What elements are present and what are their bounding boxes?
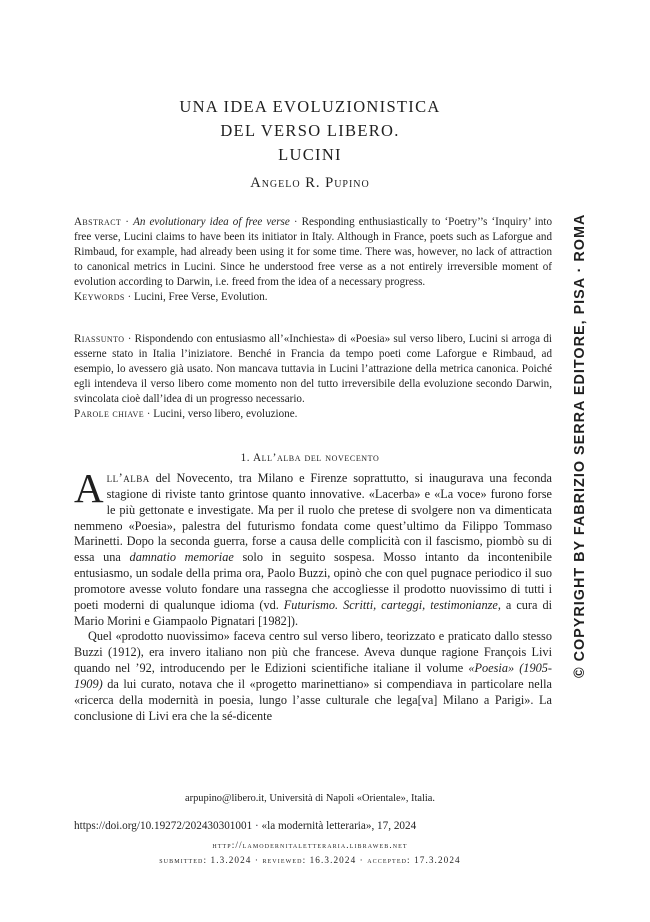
abstract-title: An evolutionary idea of free verse (133, 216, 290, 228)
riassunto-label: Riassunto (74, 333, 125, 345)
lead-in: ll’alba (106, 471, 150, 485)
title-line-3: LUCINI (278, 145, 342, 164)
abstract-label: Abstract (74, 216, 122, 228)
p1-text-3: , a cura di Mario Morini e Giampaolo Pignatari [1982]). (74, 597, 553, 628)
p2-text-1: Quel «prodotto nuovissimo» faceva centro sul verso libero, teorizzato e praticato dallo stesso Buzzi (1912), era invero italiano non più che francese. Aveva dunque ragione François Livi quando nel ’92, introducendo per le Edizioni scientifiche italiane il volume (74, 629, 552, 676)
riassunto-text (74, 332, 552, 407)
submission-dates: submitted: 1.3.2024 · reviewed: 16.3.2024 · accepted: 17.3.2024 (159, 855, 461, 865)
title-line-1: UNA IDEA EVOLUZIONISTICA (179, 97, 441, 116)
article-title (0, 95, 620, 167)
p1-italic-1: damnatio memoriae (129, 550, 234, 565)
riassunto (74, 332, 552, 422)
title-line-2: DEL VERSO LIBERO. (220, 121, 400, 140)
body-text (74, 465, 553, 725)
p1-text-2: solo in seguito sospesa. Mosso intanto da incontenibile entusiasmo, un sodale della prima ora, Paolo Buzzi, opinò che con quel pugnace periodico il suo promotore avesse voluto fondare una rassegna che accogliesse il prodotto nuovissimo di tutti i poeti moderni di qualunque idioma (vd. (74, 550, 552, 612)
p2-italic: «Poesia» (1905-1909) (74, 661, 552, 691)
doi-line[interactable]: https://doi.org/10.19272/202430301001 · «la modernità letteraria», 17, 2024 (74, 820, 417, 832)
journal-url[interactable]: http://lamodernitaletteraria.libraweb.net (212, 840, 408, 850)
riassunto-body: · Rispondendo con entusiasmo all’«Inchiesta» di «Poesia» sul verso libero, Lucini si arroga di esserne stato in Italia l’iniziatore. Benché in Francia da tempo poeti come Laforgue e Rimbaud, ad esempio, lo avessero già usato. Non mancava tuttavia in Lucini l’attrazione della metrica canonica. Poiché egli intendeva il verso libero come momento non del tutto irreversibile della evoluzione secondo Darwin, svincolata cioè dall’idea di un progresso necessario. (74, 333, 552, 405)
keywords-line (74, 290, 552, 305)
p2-text-2: da lui curato, notava che il «progetto marinettiano» si compendiava in particolare nella «ricerca della modernità in poesia, lungo l’asse culturale che lega[va] Milano a Parigi». La conclusione di Livi era che la sé-dicente (74, 676, 552, 723)
abstract (74, 215, 552, 305)
copyright-notice: © COPYRIGHT BY FABRIZIO SERRA EDITORE, PISA · ROMA (572, 213, 588, 678)
p1-text-1: del Novecento, tra Milano e Firenze soprattutto, si inaugurava una feconda stagione di riviste tanto grintose quanto innovative. «Lacerba» e «La voce» furono forse le più gettonate e investigate. Ma per il ruolo che pretese di svolgere non va dimenticata nemmeno «Poesia», palestra del futurismo fondata come quest’ultimo da Filippo Tommaso Marinetti. Dopo la seconda guerra, forse a causa delle complicità con il fascismo, piombò su di essa una (74, 471, 552, 565)
keywords-label: Keywords (74, 291, 125, 303)
abstract-text: Abstract · An evolutionary idea of free verse · Responding enthusiastically to ‘Poetry’’s ‘Inquiry’ into free verse, Lucini claims to have been its initiator in Italy. Although in France, poets such as Laforgue and Rimbaud, for example, had already been using it for some time. There was, however, no lack of attraction to canonical metrics in Lucini. Since he understood free verse as a not entirely irreversible moment of evolution according to Darwin, i.e. freed from the idea of a necessary progress. (74, 216, 553, 288)
author-affiliation: arpupino@libero.it, Università di Napoli «Orientale», Italia. (185, 793, 435, 804)
parole-chiave-line (74, 407, 552, 422)
p1-italic-2: Futurismo. Scritti, carteggi, testimonianze (283, 597, 498, 612)
parole-chiave-value: · Lucini, verso libero, evoluzione. (144, 408, 298, 420)
section-heading: 1. All’alba del novecento (240, 452, 380, 464)
keywords-value: · Lucini, Free Verse, Evolution. (124, 291, 268, 303)
drop-cap: A (74, 465, 104, 511)
parole-chiave-label: Parole chiave (74, 408, 144, 420)
abstract-body: · Responding enthusiastically to ‘Poetry’’s ‘Inquiry’ into free verse, Lucini claims to have been its initiator in Italy. Although in France, poets such as Laforgue and Rimbaud, for example, had already been using it for some time. There was, however, no lack of attraction to canonical metrics in Lucini. Since he understood free verse as a not entirely irreversible moment of evolution according to Darwin, i.e. freed from the idea of a necessary progress. (74, 216, 553, 288)
paragraph-1 (74, 465, 553, 629)
paragraph-2 (74, 629, 552, 724)
author-name: Angelo R. Pupino (250, 175, 370, 191)
